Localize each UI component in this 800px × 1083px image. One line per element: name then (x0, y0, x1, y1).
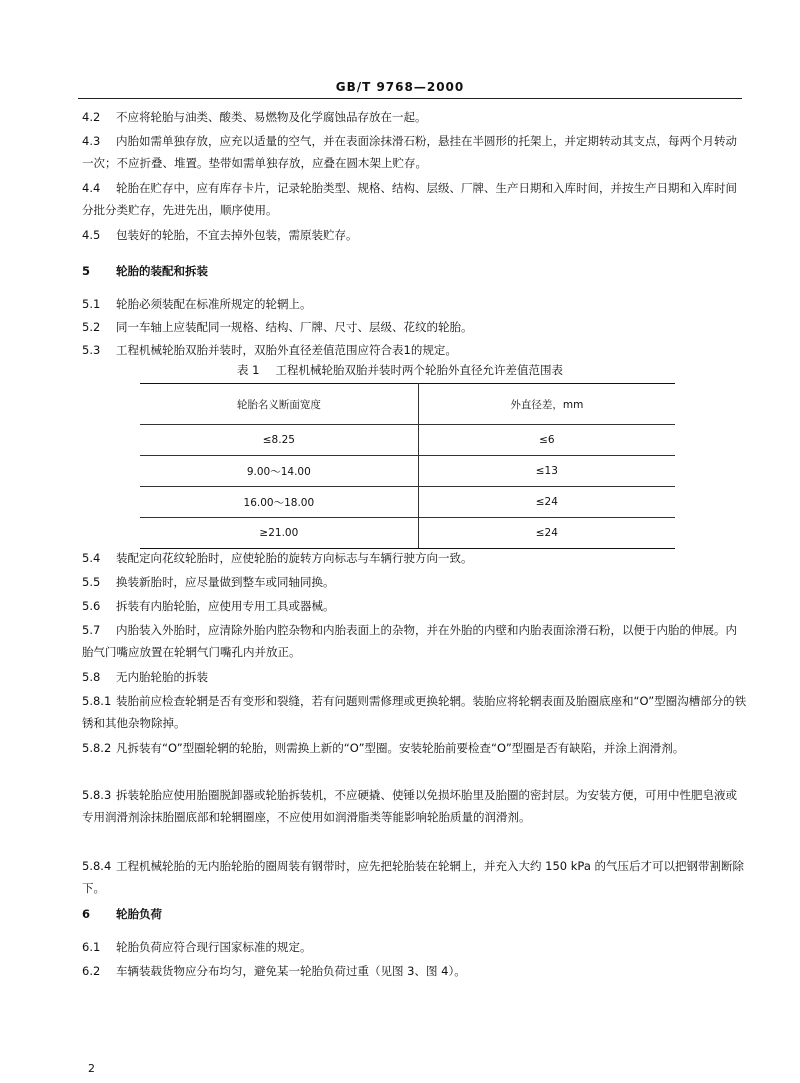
clause-text: 同一车轴上应装配同一规格、结构、厂牌、尺寸、层级、花纹的轮胎。 (116, 320, 473, 334)
clause-5-6 (82, 595, 747, 617)
clause-5-1 (82, 293, 747, 315)
table-header-row (140, 384, 675, 425)
clause-number: 5.4 (82, 551, 101, 565)
table-cell: ≤6 (418, 425, 675, 456)
clause-5-5 (82, 571, 747, 593)
clause-number: 5.7 (82, 623, 101, 637)
clause-5-8-1 (82, 690, 747, 734)
clause-number: 5.2 (82, 320, 101, 334)
clause-4-4 (82, 177, 747, 221)
clause-number: 5.6 (82, 599, 101, 613)
clause-text: 轮胎负荷应符合现行国家标准的规定。 (116, 940, 312, 954)
table-title: 工程机械轮胎双胎并装时两个轮胎外直径允许差值范围表 (275, 363, 563, 377)
clause-number: 5.8 (82, 670, 101, 684)
header-rule (78, 98, 742, 99)
table-row (140, 456, 675, 487)
clause-number: 4.3 (82, 134, 101, 148)
table-cell: ≤24 (418, 487, 675, 518)
clause-text: 内胎如需单独存放，应充以适量的空气，并在表面涂抹滑石粉，悬挂在半圆形的托架上，并定期转动其支点，每两个月转动一次；不应折叠、堆置。垫带如需单独存放，应叠在圆木架上贮存。 (82, 134, 737, 170)
clause-5-4 (82, 547, 747, 569)
table-cell: ≤13 (418, 456, 675, 487)
clause-number: 6.1 (82, 940, 101, 954)
clause-6-2 (82, 960, 747, 982)
section-6-heading (82, 903, 747, 925)
clause-4-2 (82, 106, 747, 128)
page-number: 2 (88, 1062, 95, 1075)
table-cell: ≤8.25 (140, 425, 418, 456)
clause-5-7 (82, 619, 747, 663)
table-caption (0, 361, 800, 379)
clause-5-8-4 (82, 855, 747, 899)
clause-text: 换装新胎时，应尽量做到整车或同轴同换。 (116, 575, 335, 589)
clause-text: 包装好的轮胎，不宜去掉外包装，需原装贮存。 (116, 228, 358, 242)
clause-5-8-3 (82, 784, 747, 828)
clause-text: 工程机械轮胎双胎并装时，双胎外直径差值范围应符合表1的规定。 (116, 343, 457, 357)
clause-number: 5.5 (82, 575, 101, 589)
column-header: 轮胎名义断面宽度 (140, 384, 418, 425)
section-title: 轮胎的装配和拆装 (116, 264, 208, 278)
clause-5-3 (82, 339, 747, 361)
section-5-heading (82, 260, 747, 282)
table-row (140, 487, 675, 518)
clause-4-5 (82, 224, 747, 246)
table-row (140, 518, 675, 549)
clause-4-3 (82, 130, 747, 174)
clause-number: 5.8.3 (82, 788, 112, 802)
table-cell: ≥21.00 (140, 518, 418, 549)
section-number: 6 (82, 907, 91, 921)
clause-text: 无内胎轮胎的拆装 (116, 670, 208, 684)
table-cell: 16.00～18.00 (140, 487, 418, 518)
clause-text: 装配定向花纹轮胎时，应使轮胎的旋转方向标志与车辆行驶方向一致。 (116, 551, 473, 565)
clause-text: 车辆装载货物应分布均匀，避免某一轮胎负荷过重（见图 3、图 4）。 (116, 964, 466, 978)
table-number: 表 1 (237, 363, 260, 377)
clause-5-2 (82, 316, 747, 338)
table-cell: 9.00～14.00 (140, 456, 418, 487)
clause-text: 工程机械轮胎的无内胎轮胎的圈周装有钢带时，应先把轮胎装在轮辋上，并充入大约 150 kPa 的气压后才可以把钢带割断除下。 (82, 859, 745, 895)
clause-6-1 (82, 936, 747, 958)
table-cell: ≤24 (418, 518, 675, 549)
clause-number: 5.8.1 (82, 694, 112, 708)
clause-text: 装胎前应检查轮辋是否有变形和裂缝，若有问题则需修理或更换轮辋。装胎应将轮辋表面及胎圈底座和“O”型圈沟槽部分的铁锈和其他杂物除掉。 (82, 694, 747, 730)
clause-text: 内胎装入外胎时，应清除外胎内腔杂物和内胎表面上的杂物，并在外胎的内壁和内胎表面涂滑石粉，以便于内胎的伸展。内胎气门嘴应放置在轮辋气门嘴孔内并放正。 (82, 623, 737, 659)
clause-number: 5.8.4 (82, 859, 112, 873)
column-header: 外直径差，mm (418, 384, 675, 425)
clause-text: 拆装有内胎轮胎，应使用专用工具或器械。 (116, 599, 335, 613)
clause-number: 4.4 (82, 181, 101, 195)
clause-number: 5.1 (82, 297, 101, 311)
clause-number: 6.2 (82, 964, 101, 978)
clause-text: 轮胎必须装配在标准所规定的轮辋上。 (116, 297, 312, 311)
clause-text: 轮胎在贮存中，应有库存卡片，记录轮胎类型、规格、结构、层级、厂牌、生产日期和入库时间，并按生产日期和入库时间分批分类贮存，先进先出，顺序使用。 (82, 181, 737, 217)
clause-number: 4.2 (82, 110, 101, 124)
tire-diameter-table (140, 383, 675, 549)
section-title: 轮胎负荷 (116, 907, 162, 921)
clause-number: 5.8.2 (82, 741, 112, 755)
clause-number: 4.5 (82, 228, 101, 242)
section-number: 5 (82, 264, 91, 278)
clause-number: 5.3 (82, 343, 101, 357)
table-row (140, 425, 675, 456)
clause-5-8-2 (82, 737, 747, 759)
clause-text: 拆装轮胎应使用胎圈脱卸器或轮胎拆装机，不应硬撬、使锤以免损坏胎里及胎圈的密封层。为安装方便，可用中性肥皂液或专用润滑剂涂抹胎圈底部和轮辋圈座，不应使用如润滑脂类等能影响轮胎质量的润滑剂。 (82, 788, 737, 824)
clause-text: 凡拆装有“O”型圈轮辋的轮胎，则需换上新的“O”型圈。安装轮胎前要检查“O”型圈是否有缺陷，并涂上润滑剂。 (116, 741, 685, 755)
standard-code-header: GB/T 9768—2000 (335, 80, 465, 94)
clause-text: 不应将轮胎与油类、酸类、易燃物及化学腐蚀品存放在一起。 (116, 110, 427, 124)
clause-5-8 (82, 666, 747, 688)
